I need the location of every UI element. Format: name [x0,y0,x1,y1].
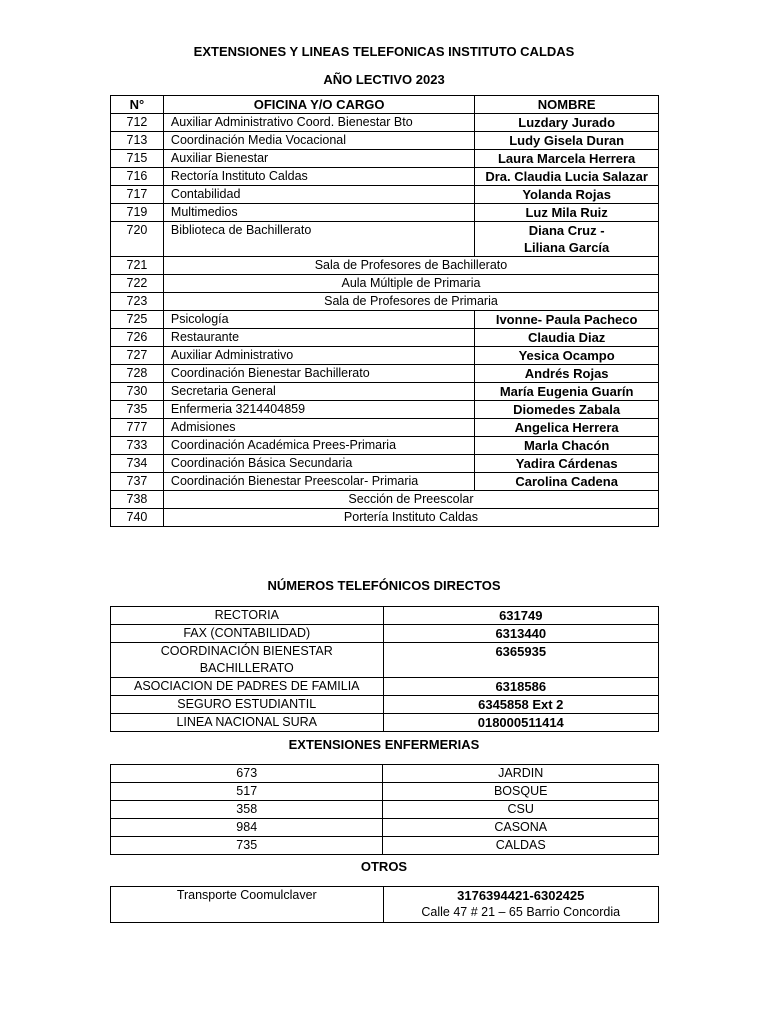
person-name-line: Yesica Ocampo [518,348,615,363]
office-name: Portería Instituto Caldas [163,509,658,527]
table-row [111,801,659,819]
person-name [475,419,659,437]
table-row [111,819,659,837]
office-name: Secretaria General [163,383,474,401]
person-name-line: Claudia Diaz [528,330,606,345]
extension-number: 730 [111,383,164,401]
direct-number: 018000511414 [383,714,658,732]
extension-number: 737 [111,473,164,491]
table-row [111,275,659,293]
direct-label [111,714,384,732]
table-row [111,714,659,732]
person-name-line: Liliana García [524,240,610,255]
person-name-line: Yadira Cárdenas [515,456,618,471]
table-row [111,383,659,401]
person-name-line: Yolanda Rojas [522,187,611,202]
transport-label: Transporte Coomulclaver [111,887,384,923]
extension-number: 777 [111,419,164,437]
person-name [475,150,659,168]
nurse-extension: 517 [111,783,383,801]
person-name-line: Carolina Cadena [515,474,618,489]
nurse-extension: 735 [111,837,383,855]
office-name: Admisiones [163,419,474,437]
extensions-header-row [111,96,659,114]
document-title: EXTENSIONES Y LINEAS TELEFONICAS INSTITUTO CALDAS [193,44,575,59]
nurse-extension: 673 [111,765,383,783]
person-name [475,401,659,419]
table-row [111,329,659,347]
others-title: OTROS [360,859,408,874]
direct-number: 6313440 [383,625,658,643]
extension-number: 723 [111,293,164,311]
office-name: Sala de Profesores de Bachillerato [163,257,658,275]
table-row [111,437,659,455]
others-row [111,887,659,923]
table-row [111,473,659,491]
person-name [475,437,659,455]
person-name-line: María Eugenia Guarín [499,384,634,399]
nurse-extensions-table [110,764,659,855]
extension-number: 717 [111,186,164,204]
office-name: Coordinación Bienestar Bachillerato [163,365,474,383]
table-row [111,643,659,678]
extension-number: 719 [111,204,164,222]
person-name-line: Dra. Claudia Lucia Salazar [485,169,648,184]
office-name: Psicología [163,311,474,329]
office-name: Auxiliar Bienestar [163,150,474,168]
transport-phone: 3176394421-6302425 [457,888,585,903]
direct-label [111,625,384,643]
table-row [111,204,659,222]
person-name [475,311,659,329]
table-row [111,132,659,150]
direct-number: 631749 [383,607,658,625]
direct-label [111,643,384,678]
office-name: Coordinación Académica Prees-Primaria [163,437,474,455]
direct-label [111,696,384,714]
column-header-number: N° [111,96,164,114]
extension-number: 722 [111,275,164,293]
extension-number: 720 [111,222,164,257]
table-row [111,491,659,509]
person-name [475,365,659,383]
others-table [110,886,659,923]
transport-address: Calle 47 # 21 – 65 Barrio Concordia [421,905,621,919]
extension-number: 728 [111,365,164,383]
extension-number: 715 [111,150,164,168]
person-name-line: Luzdary Jurado [518,115,616,130]
direct-number: 6345858 Ext 2 [383,696,658,714]
extension-number: 713 [111,132,164,150]
person-name [475,473,659,491]
table-row [111,186,659,204]
office-name: Rectoría Instituto Caldas [163,168,474,186]
nurse-location: CALDAS [383,837,659,855]
office-name: Restaurante [163,329,474,347]
nurse-extension: 984 [111,819,383,837]
office-name: Contabilidad [163,186,474,204]
table-row [111,607,659,625]
direct-numbers-title: NÚMEROS TELEFÓNICOS DIRECTOS [267,578,501,593]
person-name-line: Ludy Gisela Duran [509,133,625,148]
direct-number: 6365935 [383,643,658,678]
office-name: Coordinación Media Vocacional [163,132,474,150]
person-name [475,168,659,186]
person-name-line: Andrés Rojas [524,366,609,381]
office-name: Auxiliar Administrativo Coord. Bienestar Bto [163,114,474,132]
table-row [111,419,659,437]
extensions-table [110,95,659,527]
direct-label-line: BACHILLERATO [199,661,294,675]
table-row [111,783,659,801]
nurse-location: CSU [383,801,659,819]
nurse-extensions-title: EXTENSIONES ENFERMERIAS [288,737,480,752]
table-row [111,150,659,168]
extension-number: 716 [111,168,164,186]
table-row [111,678,659,696]
direct-label-line: SEGURO ESTUDIANTIL [177,697,317,711]
nurse-location: CASONA [383,819,659,837]
direct-label [111,607,384,625]
person-name-line: Luz Mila Ruiz [525,205,608,220]
table-row [111,625,659,643]
table-row [111,347,659,365]
table-row [111,365,659,383]
direct-label [111,678,384,696]
extension-number: 733 [111,437,164,455]
office-name: Enfermeria 3214404859 [163,401,474,419]
school-year: AÑO LECTIVO 2023 [323,72,445,87]
direct-label-line: COORDINACIÓN BIENESTAR [160,644,333,658]
person-name-line: Marla Chacón [524,438,610,453]
office-name: Auxiliar Administrativo [163,347,474,365]
person-name [475,114,659,132]
person-name-line: Laura Marcela Herrera [497,151,636,166]
direct-label-line: RECTORIA [214,608,279,622]
person-name-line: Angelica Herrera [514,420,619,435]
person-name-line: Ivonne- Paula Pacheco [495,312,638,327]
table-row [111,696,659,714]
person-name [475,186,659,204]
person-name [475,329,659,347]
office-name: Coordinación Bienestar Preescolar- Primaria [163,473,474,491]
table-row [111,509,659,527]
table-row [111,765,659,783]
person-name [475,383,659,401]
direct-label-line: ASOCIACION DE PADRES DE FAMILIA [134,679,360,693]
office-name: Multimedios [163,204,474,222]
table-row [111,455,659,473]
person-name-line: Diana Cruz - [528,223,605,238]
extension-number: 740 [111,509,164,527]
nurse-location: JARDIN [383,765,659,783]
table-row [111,293,659,311]
person-name [475,132,659,150]
office-name: Aula Múltiple de Primaria [163,275,658,293]
table-row [111,837,659,855]
table-row [111,401,659,419]
extension-number: 738 [111,491,164,509]
column-header-name: NOMBRE [475,96,659,114]
extension-number: 735 [111,401,164,419]
direct-label-line: LINEA NACIONAL SURA [176,715,318,729]
table-row [111,311,659,329]
direct-number: 6318586 [383,678,658,696]
office-name: Coordinación Básica Secundaria [163,455,474,473]
office-name: Sección de Preescolar [163,491,658,509]
person-name [475,204,659,222]
person-name [475,222,659,257]
person-name-line: Diomedes Zabala [513,402,621,417]
direct-numbers-table [110,606,659,732]
extension-number: 734 [111,455,164,473]
table-row [111,114,659,132]
extension-number: 712 [111,114,164,132]
table-row [111,257,659,275]
table-row [111,222,659,257]
extension-number: 727 [111,347,164,365]
person-name [475,455,659,473]
person-name [475,347,659,365]
office-name: Biblioteca de Bachillerato [163,222,474,257]
extension-number: 721 [111,257,164,275]
nurse-location: BOSQUE [383,783,659,801]
nurse-extension: 358 [111,801,383,819]
direct-label-line: FAX (CONTABILIDAD) [183,626,311,640]
extension-number: 725 [111,311,164,329]
extension-number: 726 [111,329,164,347]
transport-contact [383,887,659,923]
office-name: Sala de Profesores de Primaria [163,293,658,311]
table-row [111,168,659,186]
column-header-office: OFICINA Y/O CARGO [163,96,474,114]
